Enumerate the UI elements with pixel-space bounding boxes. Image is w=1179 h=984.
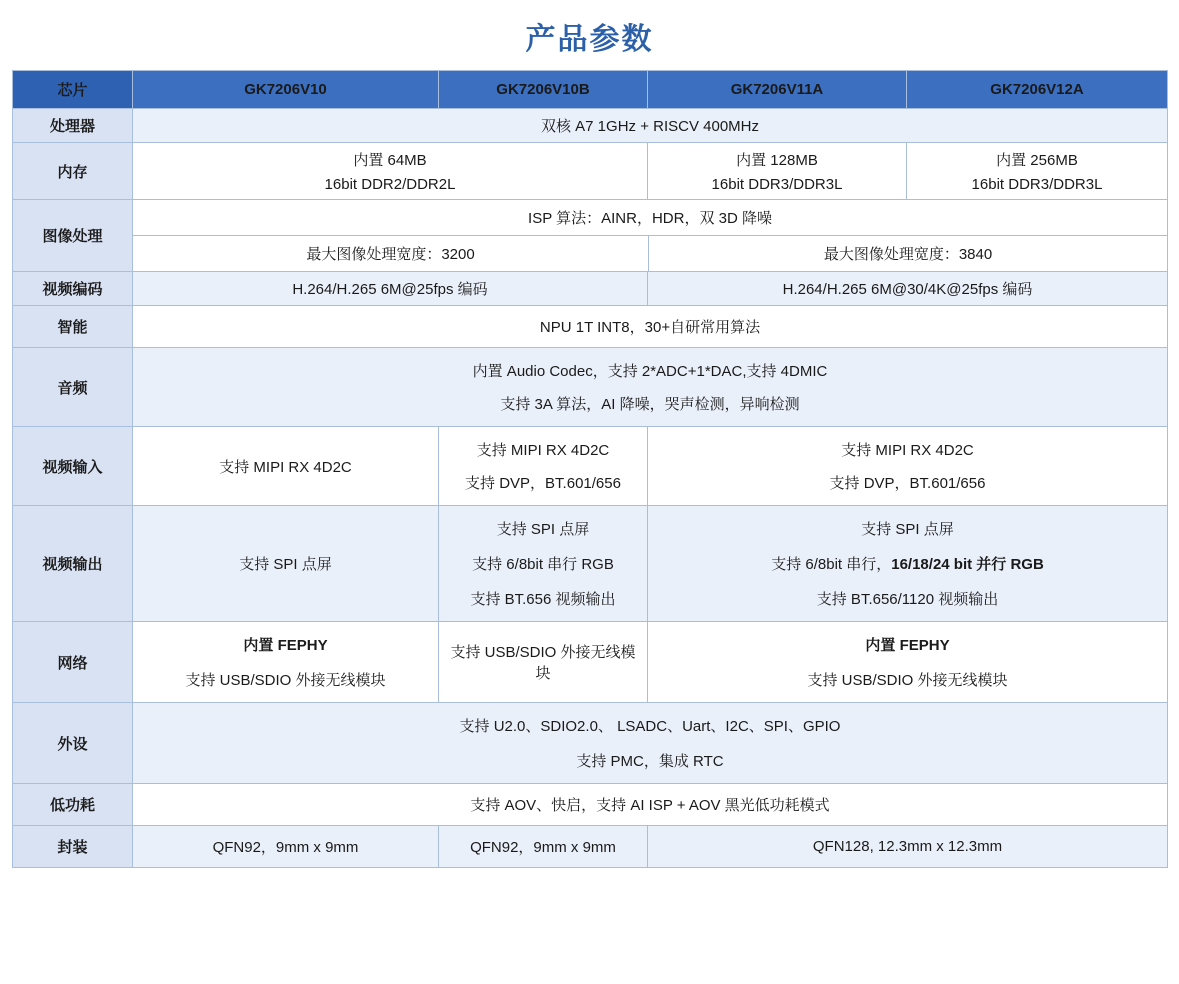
row-label-video-encode: 视频编码 <box>13 272 133 306</box>
cell-video-input-v10b <box>439 427 648 506</box>
memory-v10-capacity: 内置 64MB <box>353 152 427 169</box>
row-label-video-input: 视频输入 <box>13 427 133 506</box>
cell-processor-all: 双核 A7 1GHz + RISCV 400MHz <box>133 109 1168 143</box>
table-row-low-power <box>13 784 1168 826</box>
video-output-v11a-rgb-bold: 16/18/24 bit 并行 RGB <box>891 556 1044 573</box>
cell-video-encode-right: H.264/H.265 6M@30/4K@25fps 编码 <box>648 272 1168 306</box>
cell-package-v11a-v12a: QFN128, 12.3mm x 12.3mm <box>648 826 1168 868</box>
peripheral-pmc-rtc: 支持 PMC，集成 RTC <box>576 753 724 770</box>
memory-v12a-capacity: 内置 256MB <box>996 152 1078 169</box>
cell-network-v10b: 支持 USB/SDIO 外接无线模块 <box>439 622 648 703</box>
memory-v12a-type: 16bit DDR3/DDR3L <box>971 176 1103 193</box>
row-label-peripheral: 外设 <box>13 703 133 784</box>
video-output-v10b-rgb: 支持 6/8bit 串行 RGB <box>472 556 614 573</box>
column-header-gk7206v10b: GK7206V10B <box>439 71 648 109</box>
cell-package-v10: QFN92，9mm x 9mm <box>133 826 439 868</box>
table-row-video-input <box>13 427 1168 506</box>
cell-video-output-v10: 支持 SPI 点屏 <box>133 506 439 622</box>
network-v10-wireless: 支持 USB/SDIO 外接无线模块 <box>185 672 386 689</box>
video-output-v11a-rgb <box>652 553 1163 574</box>
table-row-video-encode <box>13 272 1168 306</box>
column-header-gk7206v12a: GK7206V12A <box>907 71 1168 109</box>
video-output-v11a-spi: 支持 SPI 点屏 <box>861 521 954 538</box>
table-row-video-output <box>13 506 1168 622</box>
video-input-v10b-dvp: 支持 DVP，BT.601/656 <box>465 475 621 492</box>
column-header-gk7206v10: GK7206V10 <box>133 71 439 109</box>
peripheral-interfaces: 支持 U2.0、SDIO2.0、 LSADC、Uart、I2C、SPI、GPIO <box>459 718 841 735</box>
video-input-v10b-mipi: 支持 MIPI RX 4D2C <box>476 442 610 459</box>
column-header-chip: 芯片 <box>13 71 133 109</box>
row-label-package: 封装 <box>13 826 133 868</box>
video-output-v10b-bt656: 支持 BT.656 视频输出 <box>470 591 616 608</box>
table-row-audio <box>13 348 1168 427</box>
table-row-image-processing <box>13 200 1168 272</box>
cell-peripheral-all <box>133 703 1168 784</box>
cell-ai-all: NPU 1T INT8，30+自研常用算法 <box>133 306 1168 348</box>
table-header <box>13 71 1168 109</box>
table-row-peripheral <box>13 703 1168 784</box>
video-output-v10b-spi: 支持 SPI 点屏 <box>496 521 590 538</box>
page-title: 产品参数 <box>525 23 654 56</box>
memory-v11a-capacity: 内置 128MB <box>736 152 818 169</box>
cell-video-encode-left: H.264/H.265 6M@25fps 编码 <box>133 272 648 306</box>
audio-codec: 内置 Audio Codec，支持 2*ADC+1*DAC,支持 4DMIC <box>472 363 828 380</box>
cell-network-v11a-v12a <box>648 622 1168 703</box>
cell-image-processing <box>133 200 1168 272</box>
network-v11a-wireless: 支持 USB/SDIO 外接无线模块 <box>807 672 1008 689</box>
cell-memory-v11a <box>648 143 907 200</box>
cell-package-v10b: QFN92，9mm x 9mm <box>439 826 648 868</box>
row-label-audio: 音频 <box>13 348 133 427</box>
row-label-ai: 智能 <box>13 306 133 348</box>
row-label-processor: 处理器 <box>13 109 133 143</box>
product-spec-table <box>12 70 1168 868</box>
image-max-width-right: 最大图像处理宽度：3840 <box>648 236 1167 271</box>
image-isp-algorithms: ISP 算法：AINR，HDR，双 3D 降噪 <box>528 210 772 227</box>
row-label-low-power: 低功耗 <box>13 784 133 826</box>
image-max-width-left: 最大图像处理宽度：3200 <box>306 246 475 263</box>
cell-video-input-v11a-v12a <box>648 427 1168 506</box>
column-header-gk7206v11a: GK7206V11A <box>648 71 907 109</box>
row-label-network: 网络 <box>13 622 133 703</box>
cell-memory-v12a <box>907 143 1168 200</box>
cell-video-input-v10: 支持 MIPI RX 4D2C <box>133 427 439 506</box>
cell-low-power-all: 支持 AOV、快启，支持 AI ISP + AOV 黑光低功耗模式 <box>133 784 1168 826</box>
video-input-v11a-dvp: 支持 DVP，BT.601/656 <box>829 475 986 492</box>
cell-network-v10 <box>133 622 439 703</box>
video-output-v11a-bt: 支持 BT.656/1120 视频输出 <box>816 591 999 608</box>
row-label-image-processing: 图像处理 <box>13 200 133 272</box>
table-row-ai <box>13 306 1168 348</box>
video-output-v11a-rgb-prefix: 支持 6/8bit 串行， <box>771 556 892 573</box>
cell-video-output-v10b <box>439 506 648 622</box>
video-input-v11a-mipi: 支持 MIPI RX 4D2C <box>841 442 974 459</box>
memory-v10-type: 16bit DDR2/DDR2L <box>324 176 456 193</box>
network-v10-fephy: 内置 FEPHY <box>243 637 328 654</box>
row-label-memory: 内存 <box>13 143 133 200</box>
table-row-network <box>13 622 1168 703</box>
table-row-package <box>13 826 1168 868</box>
memory-v11a-type: 16bit DDR3/DDR3L <box>711 176 843 193</box>
audio-algorithms: 支持 3A 算法，AI 降噪，哭声检测，异响检测 <box>500 396 800 413</box>
cell-video-output-v11a-v12a <box>648 506 1168 622</box>
table-row-memory <box>13 143 1168 200</box>
table-row-processor <box>13 109 1168 143</box>
cell-audio-all <box>133 348 1168 427</box>
table-header-row <box>13 71 1168 109</box>
cell-memory-v10 <box>133 143 648 200</box>
row-label-video-output: 视频输出 <box>13 506 133 622</box>
network-v11a-fephy: 内置 FEPHY <box>865 637 950 654</box>
